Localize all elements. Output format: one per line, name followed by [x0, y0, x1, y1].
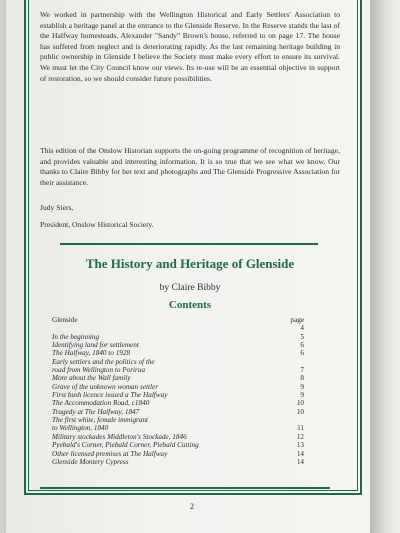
toc-entry-title: In the beginning	[52, 332, 100, 341]
toc-entry	[52, 416, 304, 424]
toc-entry-title: Other licensed premises at The Halfway	[52, 449, 168, 458]
toc-entry-page: 14	[296, 457, 304, 466]
contents-heading: Contents	[168, 299, 212, 311]
toc-entry-page: 8	[300, 374, 304, 383]
table-of-contents	[52, 316, 304, 466]
toc-entry-page: page 4	[290, 316, 304, 333]
toc-entry-title: road from Wellington to Porirua	[52, 366, 146, 375]
toc-entry-page: 13	[296, 441, 304, 450]
toc-entry	[52, 341, 304, 349]
toc-entry-page: 6	[300, 341, 304, 350]
toc-entry-page: 14	[296, 449, 304, 458]
toc-entry-page: 9	[300, 391, 304, 400]
toc-entry	[52, 374, 304, 382]
toc-entry-page: 12	[296, 432, 304, 441]
toc-entry-title: Grave of the unknown woman settler	[52, 382, 159, 391]
toc-entry-title: More about the Wall family	[52, 374, 131, 383]
toc-entry	[52, 458, 304, 466]
toc-entry-title: First bush licence issued a The Halfway	[52, 391, 168, 400]
toc-entry-title: Early settlers and the politics of the	[52, 357, 155, 366]
toc-entry	[52, 391, 304, 399]
signature-title: President, Onslow Historical Society.	[40, 220, 154, 229]
article-author: by Claire Bibby	[159, 283, 221, 293]
toc-entry-page	[286, 358, 304, 366]
toc-entry-title: Glenside Montery Cypress	[52, 457, 129, 466]
toc-entry	[52, 399, 304, 407]
toc-entry-title: Pyebald's Corner, Piebald Corner, Piebald Cutting	[52, 441, 199, 450]
toc-entry	[52, 366, 304, 374]
toc-entry-page	[286, 416, 304, 424]
toc-entry-title: Glenside	[52, 316, 78, 324]
toc-entry	[52, 316, 304, 333]
toc-entry-page: 11	[297, 424, 304, 433]
toc-entry	[52, 433, 304, 441]
toc-entry-title: The first white, female immigrant	[52, 416, 149, 425]
toc-entry	[52, 349, 304, 357]
divider-rule	[60, 243, 318, 245]
toc-entry-page: 5	[300, 332, 304, 341]
toc-entry-page: 10	[296, 399, 304, 408]
toc-entry	[52, 408, 304, 416]
toc-entry-page: 10	[296, 407, 304, 416]
toc-entry	[52, 358, 304, 366]
toc-entry-page: 6	[300, 349, 304, 358]
toc-entry-page: 7	[300, 366, 304, 375]
toc-entry	[52, 450, 304, 458]
article-title: The History and Heritage of Glenside	[85, 256, 295, 271]
toc-entry-title: Tragedy at The Halfway, 1847	[52, 407, 140, 416]
toc-entry	[52, 424, 304, 432]
page-number: 2	[190, 502, 194, 511]
facing-page-edge	[370, 0, 400, 533]
toc-entry-title: Identifying land for settlement	[52, 341, 139, 350]
toc-entry-title: to Wellington, 1840	[52, 424, 109, 433]
signature-name: Judy Siers,	[40, 203, 74, 212]
toc-entry-title: The Accommodation Road, c1840	[52, 399, 150, 408]
bottom-rule	[40, 487, 330, 489]
toc-entry-title: The Halfway, 1840 to 1928	[52, 349, 131, 358]
toc-entry	[52, 441, 304, 449]
toc-entry	[52, 333, 304, 341]
toc-entry-title: Military stockades Middleton's Stockade, 1846	[52, 432, 187, 441]
toc-entry-page: 9	[300, 382, 304, 391]
edition-paragraph: This edition of the Onslow Historian supports the on-going programme of recognition of heritage, and provides valuable and interesting information. It is so true that we see what we know. Our thanks to Claire Bibby for her text and photographs and The Glenside Progressive Association for their assistance.	[40, 146, 340, 187]
toc-entry	[52, 383, 304, 391]
intro-paragraph: We worked in partnership with the Wellington Historical and Early Settlers' Association to establish a heritage panel at the entrance to the Glenside Reserve. In the Reserve stands the last of the Halfway homesteads, Alexander "Sandy" Brown's house, referred to on page 17. The house has suffered from neglect and is deteriorating rapidly. As the last remaining heritage building in public ownership in Glenside I believe the Society must make every effort to ensure its survival. We must let the City Council know our views. Its re-use will be an essential objective in support of restoration, so we should consider future possibilities.	[40, 10, 340, 83]
